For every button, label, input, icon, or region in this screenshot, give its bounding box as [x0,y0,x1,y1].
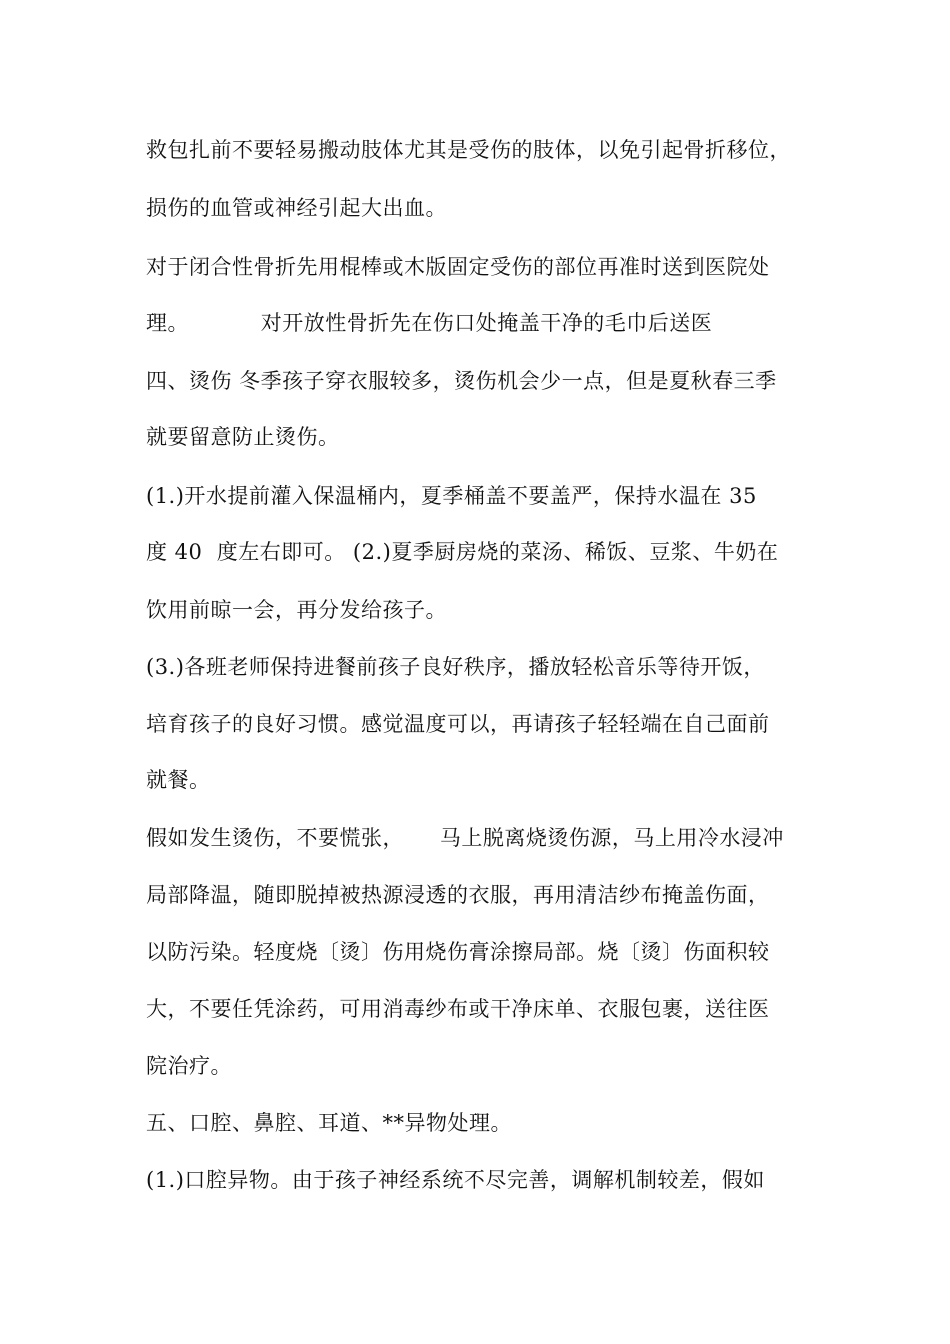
text-line: 救包扎前不要轻易搬动肢体尤其是受伤的肢体，以免引起骨折移位， [146,138,791,162]
text-line: 就要留意防止烫伤。 [146,425,340,449]
text-line: 以防污染。轻度烧〔烫〕伤用烧伤膏涂擦局部。烧〔烫〕伤面积较 [146,940,770,964]
text-line: 就餐。 [146,768,211,792]
text-line: 培育孩子的良好习惯。感觉温度可以，再请孩子轻轻端在自己面前 [146,712,770,736]
text-line: 大，不要任凭涂药，可用消毒纱布或干净床单、衣服包裹，送往医 [146,997,770,1021]
text-line: (1.)口腔异物。由于孩子神经系统不尽完善，调解机制较差，假如 [146,1168,765,1192]
section-heading-burns: 四、烫伤 冬季孩子穿衣服较多，烫伤机会少一点，但是夏秋春三季 [146,369,777,393]
text-line: 假如发生烫伤，不要慌张， 马上脱离烧烫伤源，马上用冷水浸冲 [146,826,784,850]
text-line: 理。 对开放性骨折先在伤口处掩盖干净的毛巾后送医 [146,311,713,335]
text-line: (3.)各班老师保持进餐前孩子良好秩序，播放轻松音乐等待开饭， [146,655,765,679]
text-line: 局部降温，随即脱掉被热源浸透的衣服，再用清洁纱布掩盖伤面， [146,883,770,907]
text-line: 饮用前晾一会，再分发给孩子。 [146,598,447,622]
text-line: 损伤的血管或神经引起大出血。 [146,196,447,220]
text-line: 院治疗。 [146,1054,232,1078]
text-line: 度 40 度左右即可。 (2.)夏季厨房烧的菜汤、稀饭、豆浆、牛奶在 [146,540,779,564]
text-line: 对于闭合性骨折先用棍棒或木版固定受伤的部位再准时送到医院处 [146,255,770,279]
section-heading-foreign-objects: 五、口腔、鼻腔、耳道、**异物处理。 [146,1111,512,1135]
text-line: (1.)开水提前灌入保温桶内，夏季桶盖不要盖严，保持水温在 35 [146,484,757,508]
